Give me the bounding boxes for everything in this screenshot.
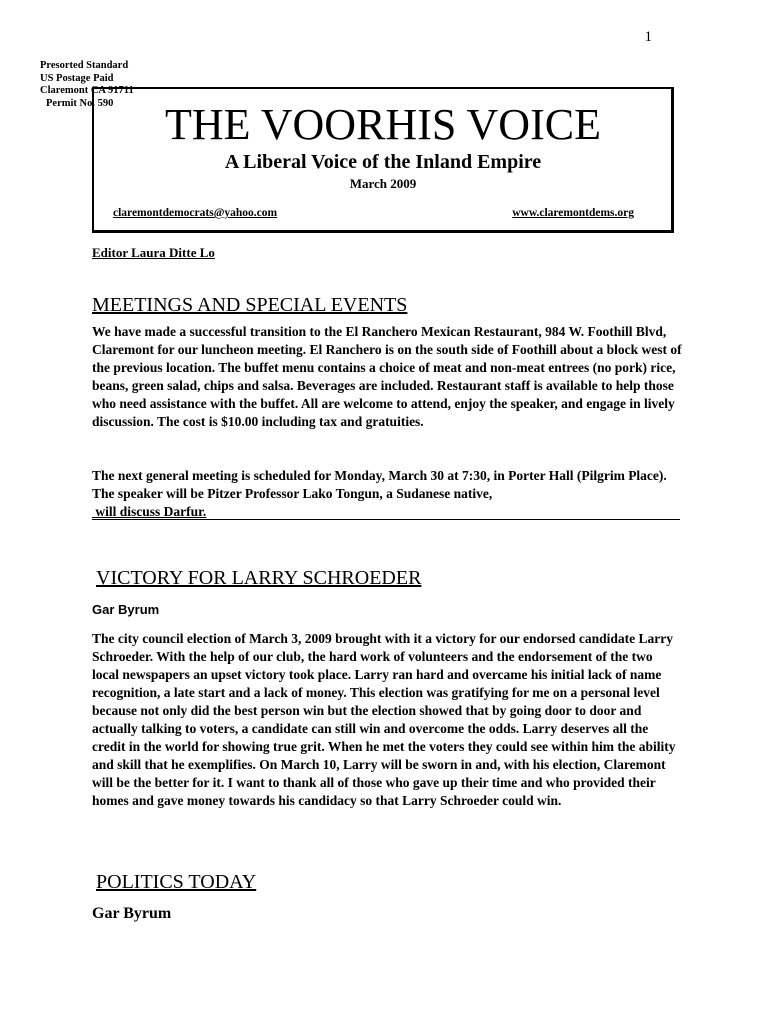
section-heading-politics: POLITICS TODAY xyxy=(96,871,257,893)
issue-date: March 2009 xyxy=(349,176,417,191)
byline: Gar Byrum xyxy=(92,602,160,617)
website-link[interactable]: www.claremontdems.org xyxy=(512,207,634,219)
meetings-next-paragraph xyxy=(92,467,682,521)
byline: Gar Byrum xyxy=(92,905,172,922)
section-heading-meetings: MEETINGS AND SPECIAL EVENTS xyxy=(92,294,408,316)
next-meeting-text-end: will discuss Darfur. xyxy=(95,504,207,519)
postage-line: US Postage Paid xyxy=(40,72,114,84)
victory-paragraph: The city council election of March 3, 2009 brought with it a victory for our endorsed candidate Larry Schroeder. With the help of our club, the hard work of volunteers and the endorsement of the two local newspapers an upset victory took place. Larry ran hard and overcame his initial lack of name recognition, a late start and a lack of money. This election was gratifying for me on a personal level because not only did the best person win but the election showed that by going door to door and actually talking to voters, a candidate can still win and overcome the odds. Larry deserves all the credit in the world for showing true grit. When he met the voters they could see within him the ability and skill that he exemplifies. On March 10, Larry will be sworn in and, with his election, Claremont will be the better for it. I want to thank all of those who gave up their time and who provided their homes and gave money towards his candidacy so that Larry Schroeder could win. xyxy=(92,631,676,808)
postage-line: Permit No. 590 xyxy=(46,97,114,109)
postage-line: Claremont CA 91711 xyxy=(40,85,134,97)
meetings-paragraph: We have made a successful transition to the El Ranchero Mexican Restaurant, 984 W. Foothill Blvd, Claremont for our luncheon meeting. El Ranchero is on the south side of Foothill about a block west of the previous location. The buffet menu contains a choice of meat and non-meat entrees (no pork) rice, beans, green salad, chips and salsa. Beverages are included. Restaurant staff is available to help those who need assistance with the buffet. All are welcome to attend, enjoy the speaker, and engage in lively discussion. The cost is $10.00 including tax and gratuities. xyxy=(92,324,682,429)
section-divider xyxy=(92,519,680,520)
section-heading-victory: VICTORY FOR LARRY SCHROEDER xyxy=(96,567,422,589)
newsletter-subtitle: A Liberal Voice of the Inland Empire xyxy=(224,151,542,173)
editor-credit: Editor Laura Ditte Lo xyxy=(92,245,215,260)
newsletter-title: THE VOORHIS VOICE xyxy=(165,100,601,149)
next-meeting-text: The next general meeting is scheduled for Monday, March 30 at 7:30, in Porter Hall (Pilgrim Place). The speaker will be Pitzer Professor Lako Tongun, a Sudanese native, xyxy=(92,468,667,501)
postage-line: Presorted Standard xyxy=(40,60,129,71)
page-number: 1 xyxy=(644,29,652,45)
email-link[interactable]: claremontdemocrats@yahoo.com xyxy=(113,207,278,219)
postage-indicia xyxy=(40,60,134,110)
